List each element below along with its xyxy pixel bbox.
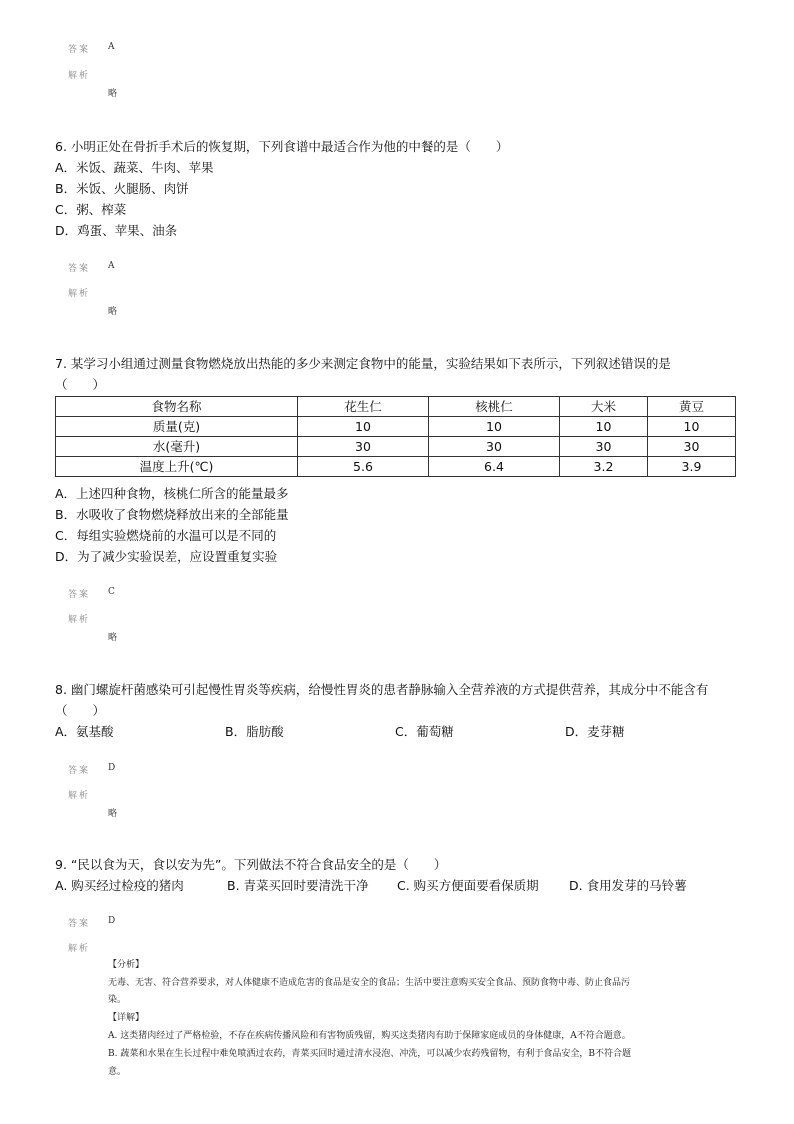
option-b: B．脂肪酸 bbox=[225, 724, 284, 739]
question-stem: 9. “民以食为天，食以安为先”。下列做法不符合食品安全的是（ ） bbox=[55, 857, 447, 872]
table-cell: 水(毫升) bbox=[56, 437, 298, 457]
table-cell: 6.4 bbox=[429, 457, 560, 477]
table-row bbox=[56, 417, 736, 437]
detail-text: 意。 bbox=[108, 1067, 127, 1077]
table-header-cell: 花生仁 bbox=[298, 397, 429, 417]
answer-label: 答案 bbox=[68, 264, 91, 274]
analysis-label: 解析 bbox=[68, 615, 91, 625]
table-row bbox=[56, 437, 736, 457]
option-c: C. 购买方便面要看保质期 bbox=[397, 878, 539, 893]
option-c: C．每组实验燃烧前的水温可以是不同的 bbox=[55, 528, 277, 543]
question-stem: 8. 幽门螺旋杆菌感染可引起慢性胃炎等疾病，给慢性胃炎的患者静脉输入全营养液的方式提供营养，其成分中不能含有 bbox=[55, 682, 709, 697]
table-header-cell: 黄豆 bbox=[648, 397, 736, 417]
table-header-cell: 食物名称 bbox=[56, 397, 298, 417]
option-c: C．葡萄糖 bbox=[395, 724, 454, 739]
analysis-value: 略 bbox=[108, 633, 118, 643]
table-cell: 30 bbox=[560, 437, 648, 457]
answer-value: D bbox=[108, 916, 116, 926]
option-b: B．米饭、火腿肠、肉饼 bbox=[55, 181, 189, 196]
analysis-label: 解析 bbox=[68, 944, 91, 954]
option-d: D．鸡蛋、苹果、油条 bbox=[55, 223, 178, 238]
food-energy-table bbox=[55, 396, 736, 477]
analysis-text: 无毒、无害、符合营养要求，对人体健康不造成危害的食品是安全的食品；生活中要注意购买安全食品、预防食物中毒、防止食品污 bbox=[108, 978, 631, 988]
answer-label: 答案 bbox=[68, 45, 91, 55]
option-b: B. 青菜买回时要清洗干净 bbox=[227, 878, 369, 893]
analysis-value: 略 bbox=[108, 307, 118, 317]
table-header-row bbox=[56, 397, 736, 417]
table-cell: 10 bbox=[648, 417, 736, 437]
table-cell: 30 bbox=[648, 437, 736, 457]
table-header-cell: 核桃仁 bbox=[429, 397, 560, 417]
table-cell: 30 bbox=[298, 437, 429, 457]
answer-value: A bbox=[108, 42, 115, 52]
table-cell: 10 bbox=[429, 417, 560, 437]
question-stem-paren: （ ） bbox=[55, 377, 106, 392]
answer-value: C bbox=[108, 587, 115, 597]
analysis-section-title: 【分析】 bbox=[108, 960, 145, 970]
answer-label: 答案 bbox=[68, 919, 91, 929]
answer-value: A bbox=[108, 261, 115, 271]
option-a: A. 购买经过检疫的猪肉 bbox=[55, 878, 184, 893]
option-a: A．氨基酸 bbox=[55, 724, 114, 739]
table-cell: 3.2 bbox=[560, 457, 648, 477]
answer-value: D bbox=[108, 763, 116, 773]
analysis-text: 染。 bbox=[108, 995, 127, 1005]
table-cell: 10 bbox=[560, 417, 648, 437]
table-cell: 3.9 bbox=[648, 457, 736, 477]
table-cell: 30 bbox=[429, 437, 560, 457]
option-a: A．米饭、蔬菜、牛肉、苹果 bbox=[55, 160, 214, 175]
detail-text: B. 蔬菜和水果在生长过程中难免喷洒过农药，青菜买回时通过清水浸泡、冲洗，可以减少农药残留物，有利于食品安全，B不符合题 bbox=[108, 1049, 631, 1059]
table-cell: 温度上升(℃) bbox=[56, 457, 298, 477]
option-c: C．粥、榨菜 bbox=[55, 202, 127, 217]
answer-label: 答案 bbox=[68, 766, 91, 776]
question-stem: 7. 某学习小组通过测量食物燃烧放出热能的多少来测定食物中的能量，实验结果如下表所示，下列叙述错误的是 bbox=[55, 356, 671, 371]
option-d: D．麦芽糖 bbox=[565, 724, 625, 739]
table-cell: 10 bbox=[298, 417, 429, 437]
analysis-value: 略 bbox=[108, 89, 118, 99]
answer-label: 答案 bbox=[68, 590, 91, 600]
question-stem: 6. 小明正处在骨折手术后的恢复期，下列食谱中最适合作为他的中餐的是（ ） bbox=[55, 139, 509, 154]
option-b: B．水吸收了食物燃烧释放出来的全部能量 bbox=[55, 507, 289, 522]
detail-section-title: 【详解】 bbox=[108, 1013, 145, 1023]
detail-text: A. 这类猪肉经过了严格检验，不存在疾病传播风险和有害物质残留，购买这类猪肉有助于保障家庭成员的身体健康，A不符合题意。 bbox=[108, 1031, 631, 1041]
table-cell: 5.6 bbox=[298, 457, 429, 477]
option-d: D．为了减少实验误差，应设置重复实验 bbox=[55, 549, 278, 564]
option-a: A．上述四种食物，核桃仁所含的能量最多 bbox=[55, 486, 289, 501]
table-header-cell: 大米 bbox=[560, 397, 648, 417]
analysis-label: 解析 bbox=[68, 289, 91, 299]
table-cell: 质量(克) bbox=[56, 417, 298, 437]
analysis-label: 解析 bbox=[68, 791, 91, 801]
table-row bbox=[56, 457, 736, 477]
option-d: D. 食用发芽的马铃薯 bbox=[569, 878, 687, 893]
question-stem-paren: （ ） bbox=[55, 703, 106, 718]
analysis-value: 略 bbox=[108, 809, 118, 819]
analysis-label: 解析 bbox=[68, 71, 91, 81]
